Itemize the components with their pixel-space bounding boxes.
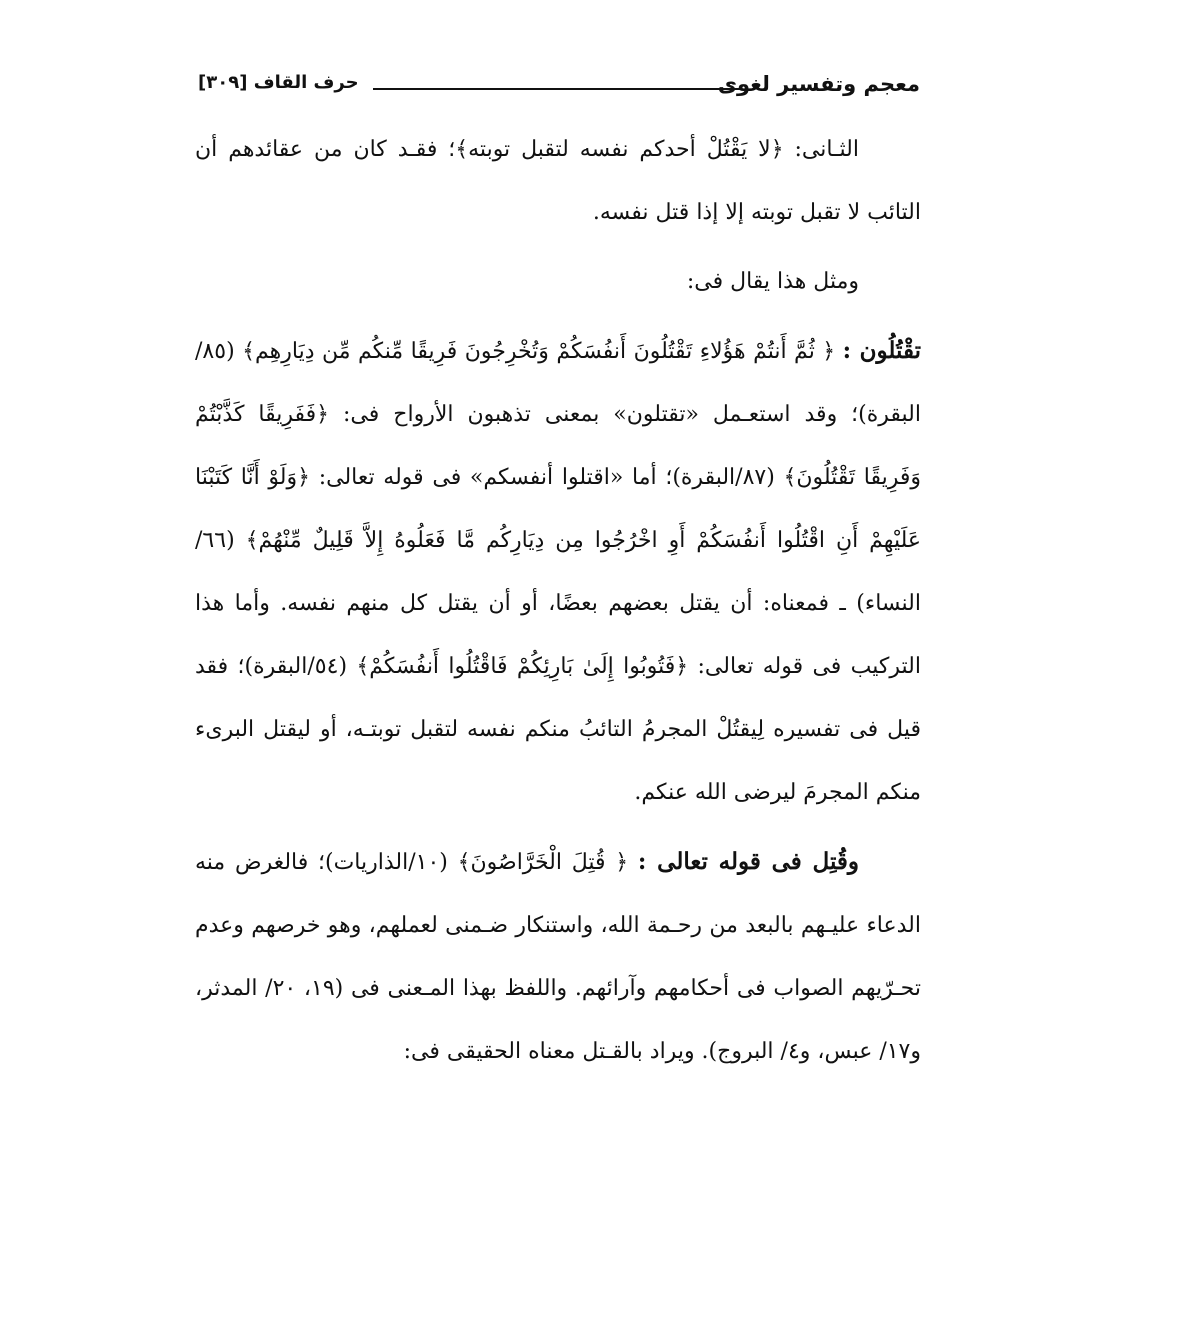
book-title: معجم وتفسير لغوى (717, 72, 920, 96)
paragraph-4 (195, 830, 921, 1083)
entry-heading-taqtulun: تقْتُلُون : (842, 337, 921, 364)
paragraph-2 (195, 250, 921, 313)
paragraph-2-text: ومثل هذا يقال فى: (686, 269, 859, 294)
header-rule (373, 88, 740, 90)
paragraph-3-text: ﴿ ثُمَّ أَنتُمْ هَؤُلاءِ تَقْتُلُونَ أَنفُسَكُمْ وَتُخْرِجُونَ فَرِيقًا مِّنكُم مِّن دِيَارِهِم﴾ (٨٥/البقرة)؛ وقد استعـمل «تقتلون» بمعنى تذهبون الأرواح فى: ﴿فَفَرِيقًا كَذَّبْتُمْ وَفَرِيقًا تَقْتُلُونَ﴾ (٨٧/البقرة)؛ أما «اقتلوا أنفسكم» فى قوله تعالى: ﴿وَلَوْ أَنَّا كَتَبْنَا عَلَيْهِمْ أَنِ اقْتُلُوا أَنفُسَكُمْ أَوِ اخْرُجُوا مِن دِيَارِكُم مَّا فَعَلُوهُ إِلاَّ قَلِيلٌ مِّنْهُمْ﴾ (٦٦/النساء) ـ فمعناه: أن يقتل بعضهم بعضًا، أو أن يقتل كل منهم نفسه. وأما هذا التركيب فى قوله تعالى: ﴿فَتُوبُوا إِلَىٰ بَارِئِكُمْ فَاقْتُلُوا أَنفُسَكُمْ﴾ (٥٤/البقرة)؛ فقد قيل فى تفسيره لِيقتُلْ المجرمُ التائبُ منكم نفسه لتقبل توبتـه، أو ليقتل البرىء منكم المجرمَ ليرضى الله عنكم. (195, 339, 921, 805)
page-header (198, 72, 920, 104)
paragraph-3 (195, 319, 921, 824)
page-body (195, 118, 921, 1083)
section-label: حرف القاف [٣٠٩] (198, 72, 359, 93)
paragraph-1-text: الثـانى: ﴿لا يَقْتُلْ أحدكم نفسه لتقبل توبته﴾؛ فقـد كان من عقائدهم أن التائب لا تقبل توبته إلا إذا قتل نفسه. (195, 137, 921, 225)
paragraph-1 (195, 118, 921, 244)
entry-heading-qutila: وقُتِل فى قوله تعالى : (637, 848, 859, 875)
paragraph-4-text: ﴿ قُتِلَ الْخَرَّاصُونَ﴾ (١٠/الذاريات)؛ فالغرض منه الدعاء عليـهم بالبعد من رحـمة الله، واستنكار ضـمنى لعملهم، وهو خرصهم وعدم تحـرّيهم الصواب فى أحكامهم وآرائهم. واللفظ بهذا المـعنى فى (١٩، ٢٠/ المدثر، و١٧/ عبس، و٤/ البروج). ويراد بالقـتل معناه الحقيقى فى: (195, 850, 921, 1064)
